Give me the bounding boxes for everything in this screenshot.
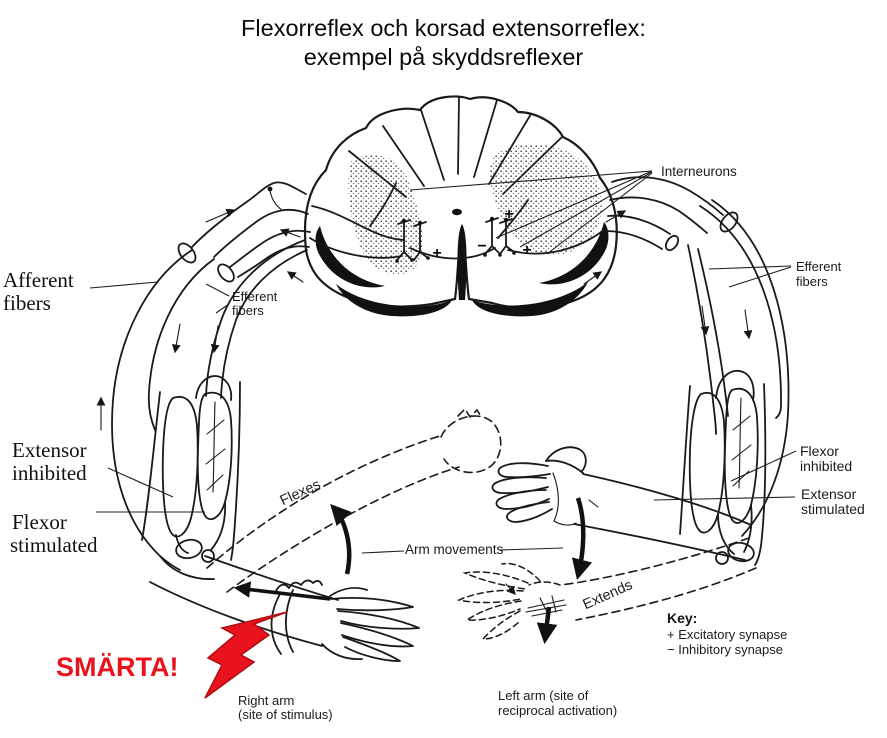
efferent-fibers-left-line1: Efferent: [232, 289, 278, 304]
slide-title-line1: Flexorreflex och korsad extensorreflex:: [241, 15, 646, 41]
key-heading: Key:: [667, 610, 698, 626]
left-arm-caption-line2: reciprocal activation): [498, 703, 618, 718]
efferent-fibers-right-line1: Efferent: [796, 259, 842, 274]
right-arm-caption-line1: Right arm: [238, 693, 295, 708]
efferent-fibers-right-line2: fibers: [796, 274, 828, 289]
afferent-fibers-line1: Afferent: [3, 268, 74, 292]
extensor-inhibited-line1: Extensor: [12, 438, 87, 462]
right-arm-forearm-hand: [150, 556, 419, 661]
afferent-direction-arrow-1: [206, 210, 234, 222]
efferent-direction-arrow-l2: [288, 272, 303, 282]
right-efferent-arc: [688, 200, 788, 536]
pain-label: SMÄRTA!: [56, 652, 179, 682]
flexor-stimulated-line2: stimulated: [10, 533, 98, 557]
extensor-muscle-left: [163, 397, 198, 537]
muscle-fiber-lines-right: [732, 398, 751, 488]
right-arm-caption-line2: (site of stimulus): [238, 707, 333, 722]
elbow-bone-left: [202, 550, 214, 562]
extension-movement-arrow: [578, 498, 583, 576]
hand-fingers-left: [330, 588, 419, 661]
left-arm-caption-line1: Left arm (site of: [498, 688, 589, 703]
extensor-muscle-right: [725, 389, 758, 523]
hand-fingers-right: [492, 463, 552, 522]
key-excitatory: + Excitatory synapse: [667, 627, 788, 642]
pain-lightning-bolt: [205, 612, 287, 698]
left-arm-solid: [492, 447, 751, 560]
afferent-fibers-line2: fibers: [3, 291, 51, 315]
muscle-fiber-lines-left: [206, 402, 225, 492]
flexor-inhibited-line1: Flexor: [800, 443, 839, 459]
nerve-opening-right: [663, 234, 680, 253]
central-canal: [452, 209, 462, 215]
flexor-inhibited-line2: inhibited: [800, 458, 853, 474]
left-arm-muscles: [680, 371, 765, 565]
excitatory-sign-upper-right: +: [504, 206, 514, 223]
slide-title-line2: exempel på skyddsreflexer: [303, 44, 584, 71]
thumb-left-hand: [546, 447, 586, 471]
elbow-joint-left: [174, 537, 203, 560]
key-inhibitory: − Inhibitory synapse: [667, 642, 783, 657]
arm-movements-label: Arm movements: [405, 542, 504, 557]
flexion-movement-arrow: [333, 507, 349, 574]
flexor-stimulated-line1: Flexor: [12, 510, 67, 534]
left-nerve-roots: [175, 182, 310, 284]
extends-label: Extends: [580, 577, 636, 614]
efferent-down-arrow-r2: [745, 310, 749, 338]
right-arm-flexed-dashed: [207, 409, 501, 592]
interneurons-label: Interneurons: [661, 164, 737, 179]
excitatory-sign-left: +: [432, 245, 442, 262]
extensor-inhibited-line2: inhibited: [12, 461, 87, 485]
extensor-stimulated-line2: stimulated: [801, 501, 865, 517]
flexes-label: Flexes: [277, 476, 324, 510]
left-efferent-fibers: [175, 240, 307, 398]
extensor-stimulated-line1: Extensor: [801, 486, 857, 502]
small-extend-arrow: [506, 584, 515, 594]
inhibitory-sign-center: −: [477, 238, 487, 255]
dashed-fist: [441, 416, 501, 472]
extension-force-arrow: [545, 607, 549, 640]
stimulus-mark-hatches: [526, 596, 566, 616]
efferent-fibers-left-line2: fibers: [232, 303, 264, 318]
efferent-down-arrow-l1: [175, 324, 180, 352]
right-arm-muscles: [142, 376, 240, 579]
excitatory-sign-right: +: [522, 242, 532, 259]
